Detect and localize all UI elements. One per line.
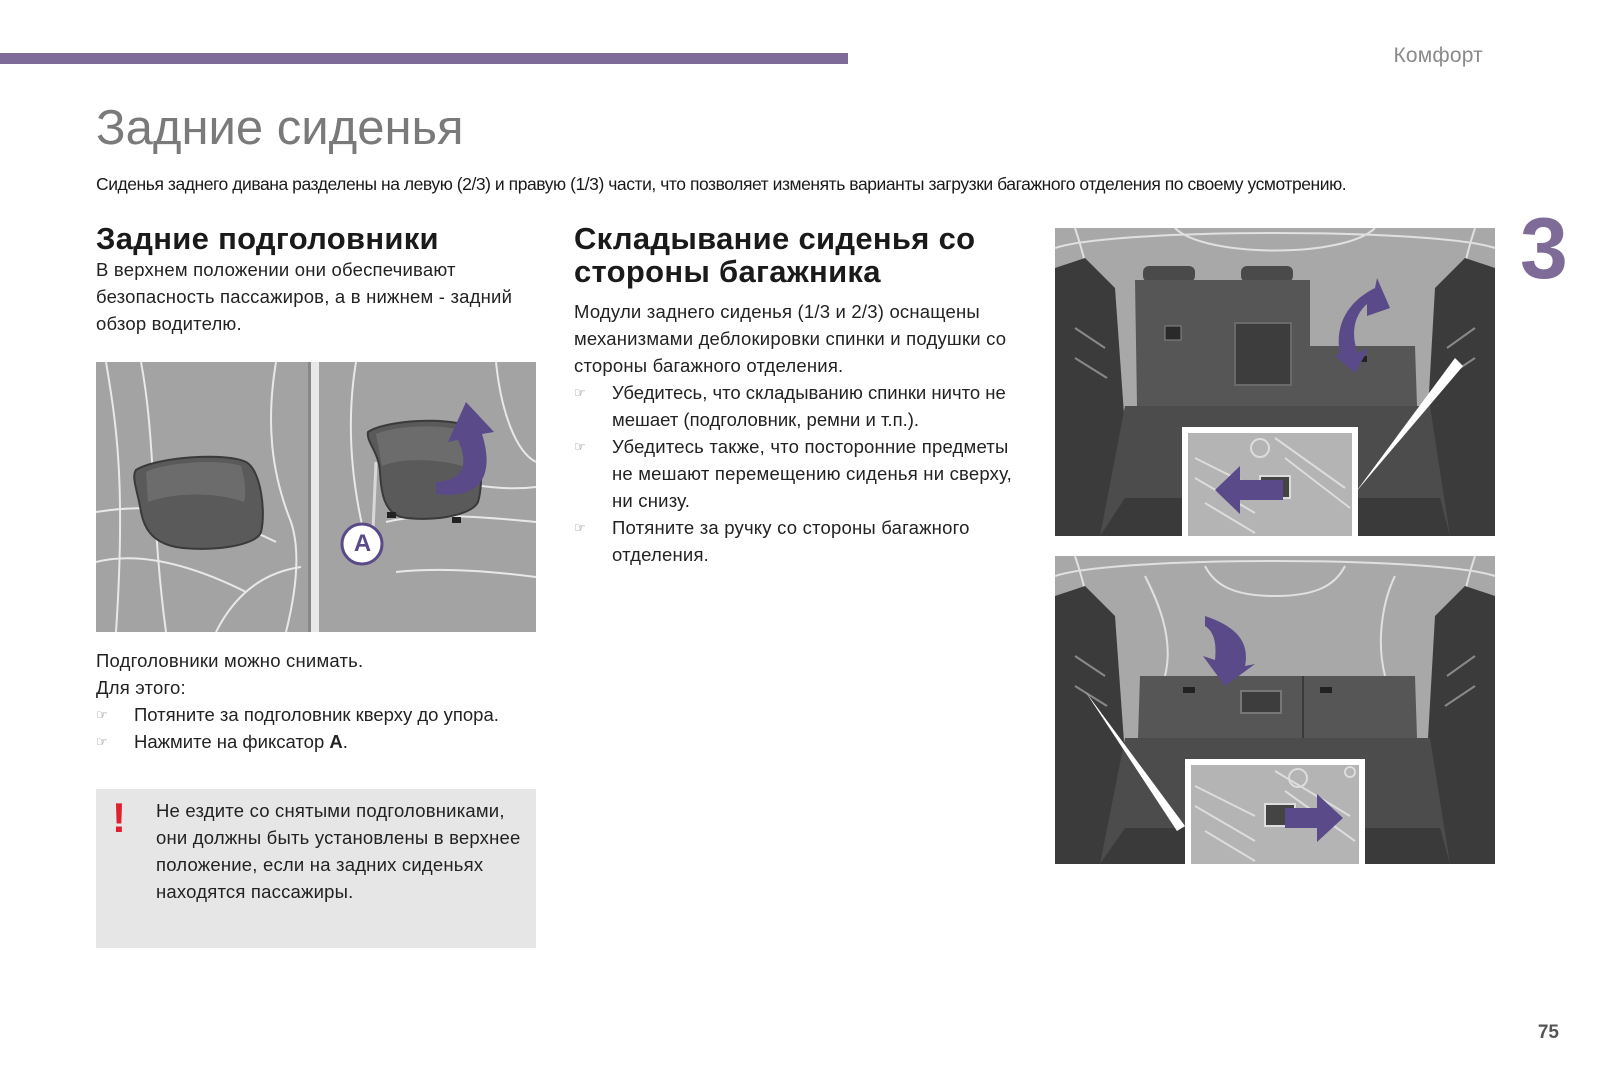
- hand-pointer-icon: ☞: [574, 439, 586, 454]
- warning-text: Не ездите со снятыми подголовниками, они должны быть установлены в верхнее положение, если на задних сиденьях находятся пассажиры.: [156, 800, 521, 902]
- headrests-section: [96, 222, 541, 337]
- page-title: Задние сиденья: [96, 101, 464, 155]
- hand-pointer-icon: ☞: [574, 385, 586, 400]
- folding-heading: Складывание сиденья со стороны багажника: [574, 221, 976, 289]
- headrest-removal-block: [96, 647, 541, 755]
- figure-label-a: A: [353, 530, 372, 557]
- list-item: ☞ Убедитесь, что складыванию спинки ничто не мешает (подголовник, ремни и т.п.).: [574, 379, 1029, 433]
- list-item: ☞ Потяните за ручку со стороны багажного отделения.: [574, 514, 1029, 568]
- list-item: ☞ Убедитесь также, что посторонние предметы не мешают перемещению сиденья ни сверху, ни снизу.: [574, 433, 1029, 514]
- exclamation-icon: !: [112, 794, 126, 841]
- headrest-illustration: [96, 362, 536, 632]
- headrests-text: В верхнем положении они обеспечивают безопасность пассажиров, а в нижнем - задний обзор водителю.: [96, 259, 513, 334]
- boot-folded-illustration: [1055, 556, 1495, 864]
- folding-section: [574, 222, 1029, 568]
- boot-fold-figure: [1055, 228, 1495, 536]
- warning-box: [96, 789, 536, 948]
- list-item: ☞ Потяните за подголовник кверху до упора.: [96, 701, 541, 728]
- hand-pointer-icon: ☞: [96, 734, 108, 749]
- headrest-figure: [96, 362, 536, 632]
- headrests-heading: Задние подголовники: [96, 221, 439, 256]
- headrest-removal-line1: Подголовники можно снимать.: [96, 650, 364, 671]
- headrest-removal-line2: Для этого:: [96, 677, 186, 698]
- boot-fold-illustration: [1055, 228, 1495, 536]
- hand-pointer-icon: ☞: [574, 520, 586, 535]
- list-item: ☞ Нажмите на фиксатор A.: [96, 728, 541, 755]
- header-accent-bar: [0, 53, 848, 64]
- section-title: Комфорт: [1393, 44, 1483, 67]
- folding-text: Модули заднего сиденья (1/3 и 2/3) оснащены механизмами деблокировки спинки и подушки со стороны багажного отделения.: [574, 301, 1007, 376]
- chapter-number: 3: [1520, 201, 1568, 297]
- hand-pointer-icon: ☞: [96, 707, 108, 722]
- page-number: 75: [1537, 1022, 1559, 1043]
- intro-text: Сиденья заднего дивана разделены на левую (2/3) и правую (1/3) части, что позволяет изменять варианты загрузки багажного отделения по своему усмотрению.: [96, 174, 1347, 194]
- boot-folded-figure: [1055, 556, 1495, 864]
